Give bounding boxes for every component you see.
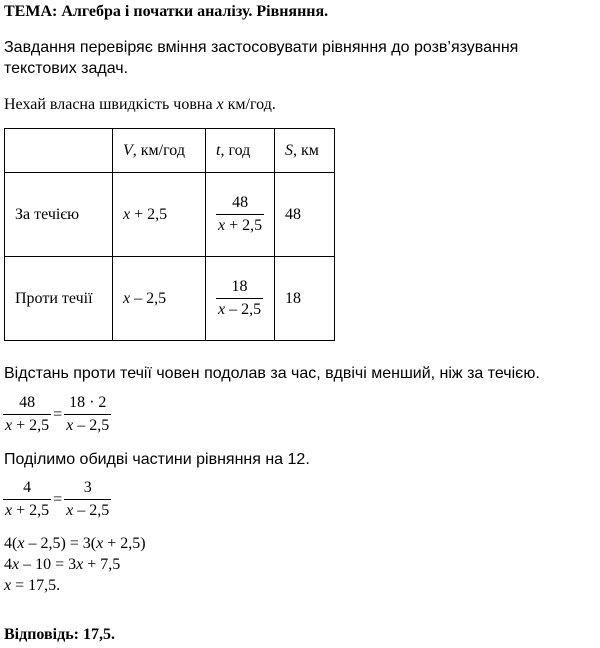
row-speed	[113, 173, 206, 257]
den-var: x	[218, 301, 226, 318]
fraction-denominator	[216, 214, 264, 235]
step-2-var1: x	[12, 556, 20, 573]
step-2-var2: x	[76, 556, 84, 573]
assumption-text	[4, 96, 276, 114]
intro-line-2: текстових задач.	[4, 60, 129, 77]
header-time-unit: , год	[220, 141, 251, 159]
row-time	[206, 173, 275, 257]
header-empty-cell	[5, 129, 113, 173]
fraction-denominator	[64, 499, 111, 520]
row-speed-var: x	[123, 289, 131, 307]
den-var: x	[218, 217, 226, 234]
equation-2	[3, 479, 111, 520]
step-3-var: x	[4, 577, 12, 594]
den-var: x	[66, 417, 74, 434]
step-2	[4, 556, 120, 574]
step-1	[4, 535, 146, 553]
row-label: Проти течії	[5, 257, 113, 341]
den-rest: + 2,5	[225, 217, 263, 234]
fraction-numerator: 18 · 2	[69, 394, 107, 411]
topic-title: ТЕМА: Алгебра і початки аналізу. Рівняння.	[4, 3, 329, 20]
step-1-b: – 2,5) = 3(	[24, 535, 97, 552]
row-distance: 48	[275, 173, 335, 257]
fraction-numerator: 48	[19, 394, 36, 411]
motion-table	[4, 128, 335, 341]
intro-line-1: Завдання перевіряє вміння застосовувати рівняння до розв’язування	[4, 39, 519, 56]
step-1-a: 4(	[4, 535, 18, 552]
fraction-denominator	[64, 414, 111, 435]
header-time-var: t	[216, 141, 221, 159]
table-header-row	[5, 129, 335, 173]
time-fraction	[216, 194, 264, 235]
row-time	[206, 257, 275, 341]
row-speed-rest: + 2,5	[130, 205, 168, 223]
step-2-a: 4	[4, 556, 12, 573]
row-speed-var: x	[123, 205, 131, 223]
fraction-numerator: 18	[231, 278, 248, 295]
step-1-c: + 2,5)	[103, 535, 146, 552]
fraction-numerator: 3	[83, 479, 92, 496]
step-1-var1: x	[17, 535, 25, 552]
assumption-suffix: км/год.	[223, 96, 276, 113]
assumption-variable: x	[216, 96, 224, 113]
equation-1-right-fraction	[64, 394, 111, 435]
table-row	[5, 257, 335, 341]
step-3-rest: = 17,5.	[11, 577, 61, 594]
divide-text: Поділимо обидві частини рівняння на 12.	[4, 451, 310, 468]
equation-2-left-fraction	[3, 479, 51, 520]
fraction-denominator	[216, 298, 263, 319]
header-time	[206, 129, 275, 173]
fraction-numerator: 4	[23, 479, 32, 496]
den-rest: – 2,5	[225, 301, 262, 318]
den-rest: + 2,5	[12, 417, 50, 434]
fraction-numerator: 48	[232, 194, 249, 211]
step-3	[4, 577, 60, 595]
equation-2-right-fraction	[64, 479, 111, 520]
header-speed-var: V	[123, 141, 133, 159]
table-row	[5, 173, 335, 257]
den-var: x	[5, 502, 13, 519]
header-speed-unit: , км/год	[132, 141, 185, 159]
fraction-denominator	[3, 414, 51, 435]
time-fraction	[216, 278, 263, 319]
equation-1-left-fraction	[3, 394, 51, 435]
step-2-c: + 7,5	[83, 556, 121, 573]
condition-text: Відстань проти течії човен подолав за час, вдвічі менший, ніж за течією.	[4, 365, 540, 382]
den-rest: – 2,5	[73, 502, 110, 519]
header-speed	[113, 129, 206, 173]
header-distance-unit: , км	[293, 141, 319, 159]
row-distance: 18	[275, 257, 335, 341]
header-distance-var: S	[285, 141, 293, 159]
assumption-prefix: Нехай власна швидкість човна	[4, 96, 217, 113]
equation-1	[3, 394, 111, 435]
fraction-denominator	[3, 499, 51, 520]
row-speed-rest: – 2,5	[130, 289, 167, 307]
den-var: x	[5, 417, 13, 434]
row-label: За течією	[5, 173, 113, 257]
header-distance	[275, 129, 335, 173]
row-speed	[113, 257, 206, 341]
equals-sign: =	[53, 405, 63, 423]
answer: Відповідь: 17,5.	[4, 626, 115, 643]
equals-sign: =	[53, 490, 63, 508]
den-rest: – 2,5	[73, 417, 110, 434]
step-1-var2: x	[96, 535, 104, 552]
den-var: x	[66, 502, 74, 519]
step-2-b: – 10 = 3	[19, 556, 77, 573]
den-rest: + 2,5	[12, 502, 50, 519]
